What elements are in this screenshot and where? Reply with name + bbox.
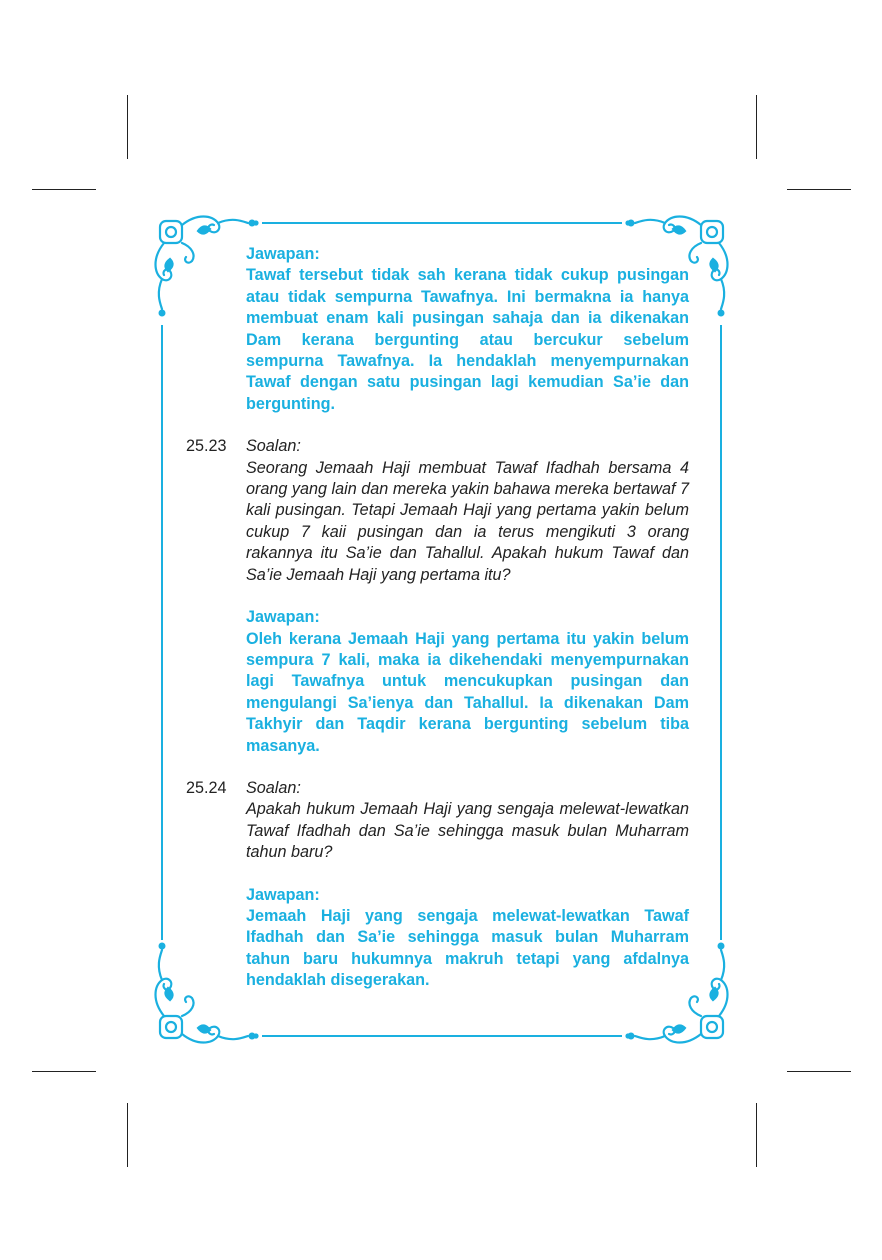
question-text: Seorang Jemaah Haji membuat Tawaf Ifadhah bersama 4 orang yang lain dan mereka yakin bahawa mereka bertawaf 7 kali pusingan. Tetapi Jemaah Haji yang pertama yakin belum cukup 7 kaii pusingan dan ia terus mengikuti 3 orang rakannya itu Sa’ie dan Tahallul. Apakah hukum Tawaf dan Sa’ie Jemaah Haji yang pertama itu? — [246, 458, 689, 584]
question-text: Apakah hukum Jemaah Haji yang sengaja melewat-lewatkan Tawaf Ifadhah dan Sa’ie sehingga masuk bulan Muharram tahun baru? — [246, 800, 689, 862]
qa-content — [186, 244, 689, 992]
qa-entry-25-24 — [186, 778, 689, 992]
answer-label: Jawapan: — [246, 245, 320, 263]
answer-text: Jemaah Haji yang sengaja melewat-lewatkan Tawaf Ifadhah dan Sa’ie sehingga masuk bulan Muharram tahun baru hukumnya makruh tetapi yang afdalnya hendaklah disegerakan. — [246, 906, 689, 990]
answer-label: Jawapan: — [246, 608, 320, 627]
qa-entry-25-23 — [186, 436, 689, 757]
answer-label: Jawapan: — [246, 885, 320, 904]
qa-entry-continued — [186, 244, 689, 415]
question-label: Soalan: — [246, 778, 301, 797]
question-number: 25.24 — [186, 778, 227, 797]
answer-text: Oleh kerana Jemaah Haji yang pertama itu yakin belum sempura 7 kali, maka ia dikehendaki menyempurnakan lagi Tawafnya untuk mencukupkan pusingan dan mengulangi Sa’ienya dan Tahallul. Ia dikenakan Dam Takhyir dan Taqdir kerana bergunting sebelum tiba masanya. — [246, 629, 689, 755]
answer-text: Tawaf tersebut tidak sah kerana tidak cukup pusingan atau tidak sempurna Tawafnya. Ini bermakna ia hanya membuat enam kali pusingan sahaja dan ia dikenakan Dam kerana bergunting atau bercukur sebelum sempurna Tawafnya. Ia hendaklah menyempurnakan Tawaf dengan satu pusingan lagi kemudian Sa’ie dan bergunting. — [246, 266, 689, 413]
question-label: Soalan: — [246, 437, 301, 456]
question-number: 25.23 — [186, 437, 227, 456]
